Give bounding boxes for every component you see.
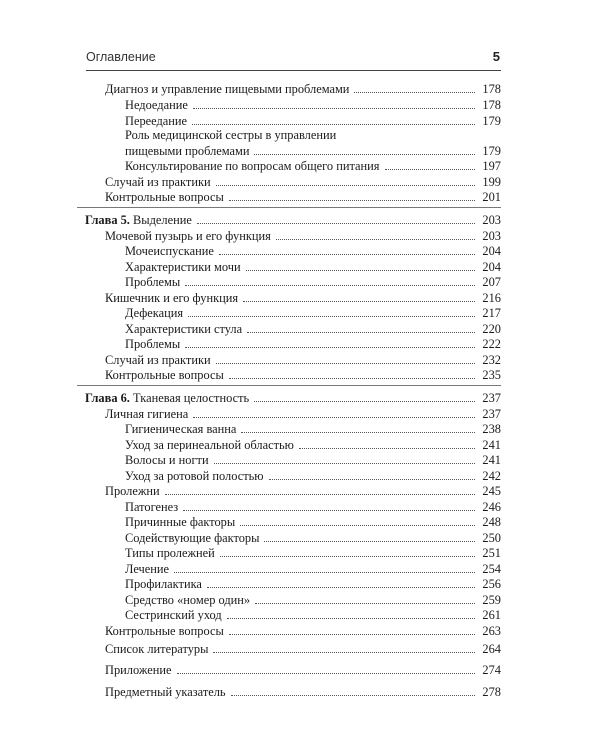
toc-entry-page: 222 (482, 337, 501, 351)
leader-dots (269, 479, 475, 480)
running-header-title: Оглавление (86, 50, 156, 64)
toc-entry[interactable] (105, 228, 501, 243)
toc-entry-page: 259 (482, 593, 501, 607)
toc-entry-title: Контрольные вопросы (105, 368, 224, 382)
leader-dots (247, 332, 475, 333)
toc-entry[interactable] (105, 406, 501, 421)
leader-dots (231, 695, 475, 696)
toc-entry-title: Случай из практики (105, 353, 211, 367)
toc-entry[interactable] (125, 259, 501, 274)
toc-entry-title: Волосы и ногти (125, 453, 209, 467)
leader-dots (216, 363, 475, 364)
toc-entry-page: 242 (482, 469, 501, 483)
toc-entry-page: 207 (482, 275, 501, 289)
section-divider (77, 207, 501, 208)
toc-entry-title: Список литературы (105, 642, 209, 656)
toc-entry[interactable] (125, 113, 501, 128)
leader-dots (229, 200, 475, 201)
toc-entry[interactable] (125, 274, 501, 289)
toc-entry[interactable] (105, 623, 501, 638)
toc-entry[interactable] (125, 158, 501, 173)
toc-entry-title: Консультирование по вопросам общего питания (125, 159, 380, 173)
toc-entry-title: Средство «номер один» (125, 593, 251, 607)
toc-entry-page: 179 (482, 144, 501, 158)
leader-dots (229, 634, 475, 635)
toc-entry-title: пищевыми проблемами (125, 144, 250, 158)
leader-dots (254, 154, 475, 155)
leader-dots (177, 673, 475, 674)
leader-dots (299, 448, 475, 449)
chapter-heading[interactable] (85, 390, 501, 405)
toc-entry[interactable] (125, 576, 501, 591)
toc-entry-page: 278 (482, 685, 501, 699)
leader-dots (241, 432, 475, 433)
toc-entry-page: 179 (482, 114, 501, 128)
toc-entry-title: Характеристики мочи (125, 260, 241, 274)
toc-entry[interactable] (125, 530, 501, 545)
leader-dots (213, 652, 475, 653)
toc-entry-title: Личная гигиена (105, 407, 189, 421)
chapter-title: Выделение (133, 213, 192, 227)
toc-entry-page: 204 (482, 244, 501, 258)
leader-dots (197, 223, 475, 224)
leader-dots (240, 525, 475, 526)
chapter-label: Глава 6. (85, 391, 130, 405)
toc-entry[interactable] (125, 97, 501, 112)
toc-entry-title: Диагноз и управление пищевыми проблемами (105, 82, 350, 96)
toc-entry-title: Типы пролежней (125, 546, 215, 560)
section-divider (77, 385, 501, 386)
toc-entry[interactable] (105, 81, 501, 96)
toc-entry-page: 220 (482, 322, 501, 336)
toc-entry[interactable] (105, 684, 501, 699)
leader-dots (207, 587, 475, 588)
toc-entry-page: 235 (482, 368, 501, 382)
toc-entry[interactable] (125, 468, 501, 483)
leader-dots (165, 494, 475, 495)
toc-entry-title: Причинные факторы (125, 515, 236, 529)
leader-dots (385, 169, 475, 170)
leader-dots (220, 556, 475, 557)
leader-dots (219, 254, 475, 255)
toc-entry-page: 251 (482, 546, 501, 560)
toc-entry-page: 274 (482, 663, 501, 677)
leader-dots (216, 185, 475, 186)
toc-entry-title: Кишечник и его функция (105, 291, 239, 305)
toc-entry-page: 178 (482, 82, 501, 96)
toc-entry[interactable] (125, 592, 501, 607)
toc-entry-title: Случай из практики (105, 175, 211, 189)
toc-entry-page: 197 (482, 159, 501, 173)
toc-entry-title: Роль медицинской сестры в управлении (125, 128, 337, 142)
toc-entry-page: 238 (482, 422, 501, 436)
toc-entry-page: 263 (482, 624, 501, 638)
leader-dots (243, 301, 475, 302)
toc-entry[interactable] (125, 336, 501, 351)
toc-entry[interactable] (125, 243, 501, 258)
toc-entry-page: 248 (482, 515, 501, 529)
toc-entry-page: 203 (482, 213, 501, 227)
toc-entry[interactable] (105, 641, 501, 656)
toc-entry-title: Контрольные вопросы (105, 190, 224, 204)
toc-entry-page: 241 (482, 453, 501, 467)
toc-entry-title: Проблемы (125, 337, 181, 351)
toc-entry[interactable] (105, 189, 501, 204)
chapter-heading[interactable] (85, 212, 501, 227)
toc-entry-title: Характеристики стула (125, 322, 243, 336)
leader-dots (193, 417, 475, 418)
toc-entry[interactable] (125, 143, 501, 158)
toc-entry[interactable] (105, 290, 501, 305)
toc-entry[interactable] (105, 662, 501, 677)
leader-dots (185, 285, 475, 286)
chapter-label: Глава 5. (85, 213, 130, 227)
toc-entry[interactable] (105, 367, 501, 382)
chapter-title: Тканевая целостность (133, 391, 250, 405)
toc-entry-page: 232 (482, 353, 501, 367)
leader-dots (264, 541, 475, 542)
toc-entry-page: 254 (482, 562, 501, 576)
leader-dots (214, 463, 475, 464)
toc-entry-first-line[interactable] (125, 128, 501, 143)
leader-dots (183, 510, 475, 511)
toc-entry-title: Уход за ротовой полостью (125, 469, 264, 483)
leader-dots (276, 239, 475, 240)
toc-entry-title: Дефекация (125, 306, 184, 320)
toc-entry-title: Гигиеническая ванна (125, 422, 237, 436)
toc-entry-page: 237 (482, 391, 501, 405)
toc-entry-title: Предметный указатель (105, 685, 226, 699)
leader-dots (254, 401, 475, 402)
toc-entry-page: 256 (482, 577, 501, 591)
toc-entry[interactable] (125, 499, 501, 514)
leader-dots (192, 124, 475, 125)
toc-entry-title: Лечение (125, 562, 170, 576)
toc-entry[interactable] (125, 421, 501, 436)
toc-entry-page: 241 (482, 438, 501, 452)
toc-entry-page: 204 (482, 260, 501, 274)
toc-entry-title: Переедание (125, 114, 188, 128)
toc-entry[interactable] (105, 483, 501, 498)
toc-entry[interactable] (125, 452, 501, 467)
toc-entry-page: 216 (482, 291, 501, 305)
toc-entry-page: 178 (482, 98, 501, 112)
toc-entry-title: Недоедание (125, 98, 188, 112)
toc-entry-page: 264 (482, 642, 501, 656)
toc-entry[interactable] (125, 561, 501, 576)
toc-entry-page: 250 (482, 531, 501, 545)
toc-entry-title: Содействующие факторы (125, 531, 260, 545)
toc-entry[interactable] (125, 305, 501, 320)
toc-entry-page: 246 (482, 500, 501, 514)
toc-entry-title: Мочевой пузырь и его функция (105, 229, 271, 243)
toc-entry-page: 217 (482, 306, 501, 320)
toc-entry-title: Приложение (105, 663, 172, 677)
toc-entry[interactable] (125, 607, 501, 622)
toc-entry-page: 237 (482, 407, 501, 421)
leader-dots (246, 270, 475, 271)
toc-entry-page: 201 (482, 190, 501, 204)
toc-entry-title: Уход за перинеальной областью (125, 438, 294, 452)
page-number: 5 (492, 49, 500, 64)
toc-entry-page: 199 (482, 175, 501, 189)
toc-entry-page: 203 (482, 229, 501, 243)
leader-dots (188, 316, 475, 317)
toc-entry-page: 245 (482, 484, 501, 498)
leader-dots (227, 618, 475, 619)
leader-dots (354, 92, 475, 93)
toc-entry[interactable] (125, 321, 501, 336)
leader-dots (185, 347, 475, 348)
leader-dots (255, 603, 475, 604)
toc-entry[interactable] (125, 514, 501, 529)
leader-dots (193, 108, 475, 109)
leader-dots (229, 378, 475, 379)
toc-entry-title: Сестринский уход (125, 608, 222, 622)
toc-entry[interactable] (125, 545, 501, 560)
toc-entry-title: Патогенез (125, 500, 179, 514)
leader-dots (174, 572, 475, 573)
toc-entry[interactable] (125, 437, 501, 452)
toc-entry-title: Пролежни (105, 484, 160, 498)
toc-entry[interactable] (105, 352, 501, 367)
toc-entry-title: Проблемы (125, 275, 181, 289)
toc-entry-title: Профилактика (125, 577, 202, 591)
toc-entry-page: 261 (482, 608, 501, 622)
toc-entry[interactable] (105, 174, 501, 189)
toc-entry-title: Контрольные вопросы (105, 624, 224, 638)
toc-entry-title: Мочеиспускание (125, 244, 214, 258)
